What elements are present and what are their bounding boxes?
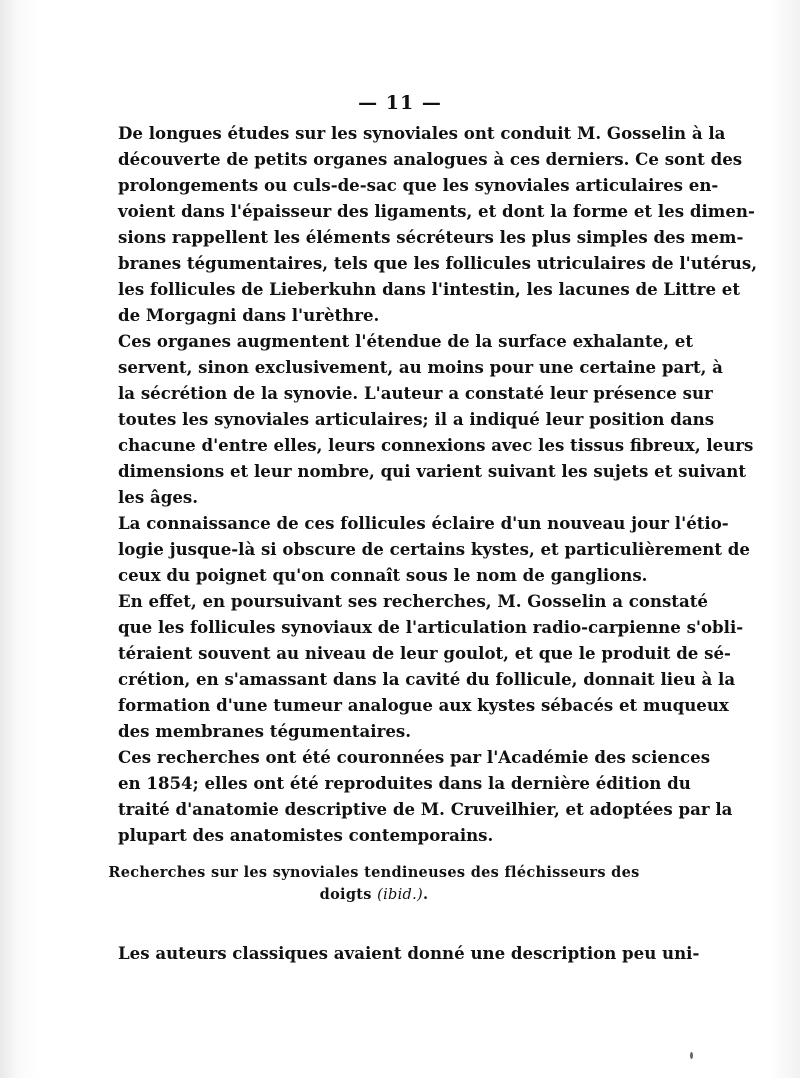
text-line: prolongements ou culs-de-sac que les synoviales articulaires en- (118, 175, 719, 195)
paragraph (118, 120, 757, 328)
text-line: De longues études sur les synoviales ont conduit M. Gosselin à la (118, 123, 726, 143)
text-line: dimensions et leur nombre, qui varient suivant les sujets et suivant (118, 461, 747, 481)
section-heading-ibid: (ibid.) (377, 887, 423, 903)
text-line: traité d'anatomie descriptive de M. Cruveilhier, et adoptées par la (118, 799, 733, 819)
text-line: des membranes tégumentaires. (118, 721, 411, 741)
text-line: plupart des anatomistes contemporains. (118, 825, 494, 845)
text-line: Les auteurs classiques avaient donné une description peu uni- (118, 943, 700, 963)
closing-paragraph (118, 940, 700, 966)
text-line: Ces organes augmentent l'étendue de la surface exhalante, et (118, 331, 693, 351)
text-line: découverte de petits organes analogues à ces derniers. Ce sont des (118, 149, 743, 169)
text-line: la sécrétion de la synovie. L'auteur a constaté leur présence sur (118, 383, 713, 403)
text-line: branes tégumentaires, tels que les follicules utriculaires de l'utérus, (118, 253, 757, 273)
page-number: — 11 — (358, 92, 442, 114)
text-line: toutes les synoviales articulaires; il a indiqué leur position dans (118, 409, 715, 429)
section-heading-line2 (94, 884, 654, 906)
text-line: que les follicules synoviaux de l'articulation radio-carpienne s'obli- (118, 617, 744, 637)
text-line: les follicules de Lieberkuhn dans l'intestin, les lacunes de Littre et (118, 279, 741, 299)
text-line: les âges. (118, 487, 199, 507)
text-line: crétion, en s'amassant dans la cavité du follicule, donnait lieu à la (118, 669, 736, 689)
text-line: en 1854; elles ont été reproduites dans la dernière édition du (118, 773, 691, 793)
section-heading-line1: Recherches sur les synoviales tendineuses des fléchisseurs des (108, 864, 640, 881)
text-line: téraient souvent au niveau de leur goulot, et que le produit de sé- (118, 643, 731, 663)
scan-speck (690, 1052, 693, 1059)
paragraph (118, 328, 754, 510)
text-line: sions rappellent les éléments sécréteurs les plus simples des mem- (118, 227, 744, 247)
text-line: formation d'une tumeur analogue aux kystes sébacés et muqueux (118, 695, 729, 715)
section-heading (94, 862, 654, 906)
section-heading-word: doigts (319, 886, 372, 903)
text-line: ceux du poignet qu'on connaît sous le nom de ganglions. (118, 565, 648, 585)
paragraph (118, 744, 733, 848)
text-line: servent, sinon exclusivement, au moins pour une certaine part, à (118, 357, 723, 377)
text-line: En effet, en poursuivant ses recherches, M. Gosselin a constaté (118, 591, 708, 611)
text-line: chacune d'entre elles, leurs connexions avec les tissus fibreux, leurs (118, 435, 754, 455)
text-line: logie jusque-là si obscure de certains kystes, et particulièrement de (118, 539, 750, 559)
body-text (118, 120, 757, 848)
text-line: de Morgagni dans l'urèthre. (118, 305, 380, 325)
paragraph (118, 588, 744, 744)
paragraph (118, 510, 750, 588)
text-line: Ces recherches ont été couronnées par l'Académie des sciences (118, 747, 711, 767)
text-line: La connaissance de ces follicules éclaire d'un nouveau jour l'étio- (118, 513, 729, 533)
section-heading-period: . (423, 886, 429, 903)
text-line: voient dans l'épaisseur des ligaments, et dont la forme et les dimen- (118, 201, 755, 221)
